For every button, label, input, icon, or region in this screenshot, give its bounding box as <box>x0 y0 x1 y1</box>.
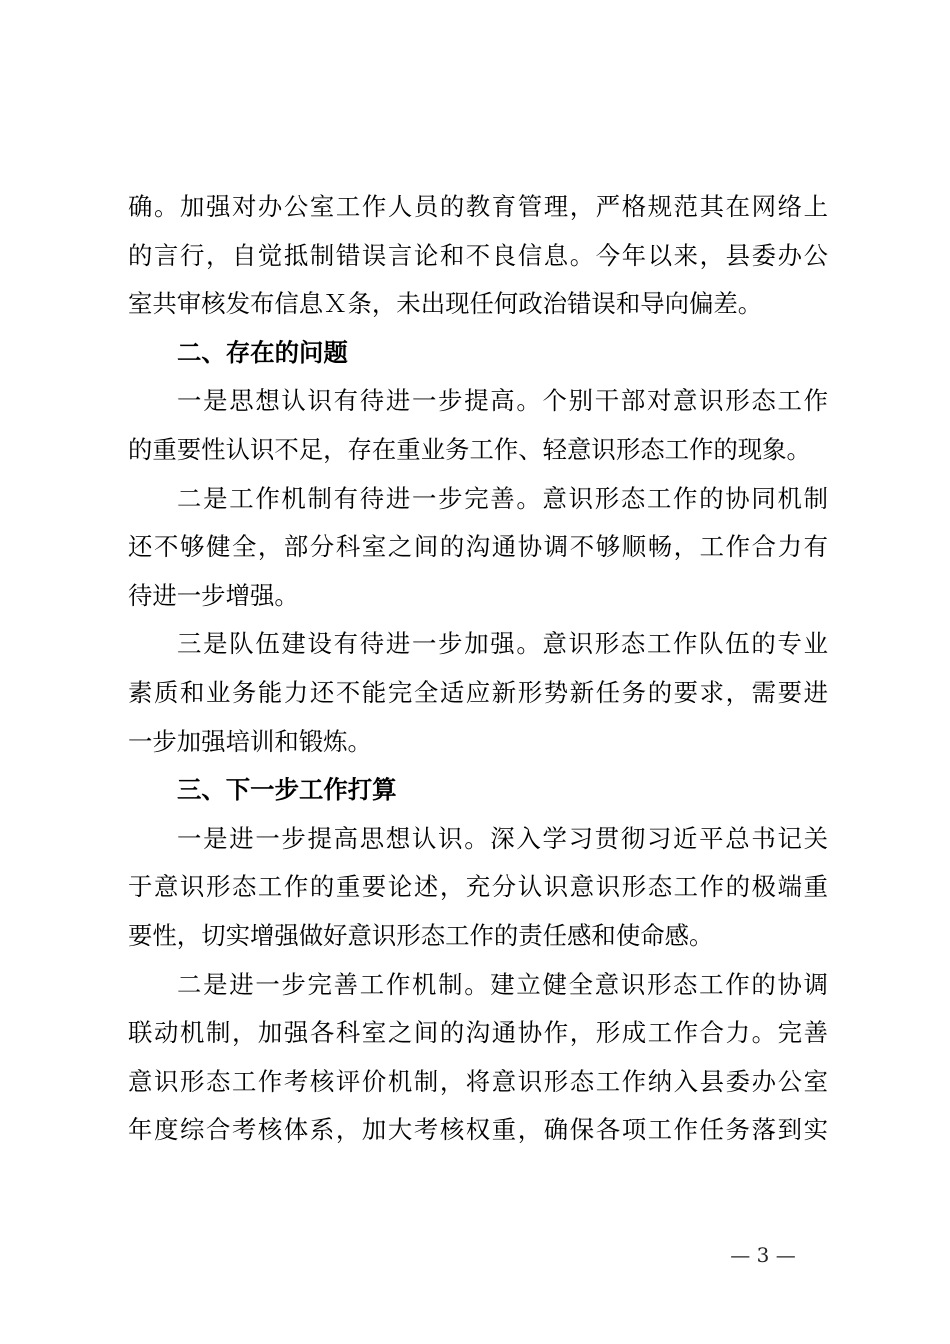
paragraph-line: 素质和业务能力还不能完全适应新形势新任务的要求，需要进 <box>128 677 828 707</box>
paragraph-line: 二是进一步完善工作机制。建立健全意识形态工作的协调 <box>177 969 828 999</box>
paragraph-line: 联动机制，加强各科室之间的沟通协作，形成工作合力。完善 <box>128 1018 828 1048</box>
paragraph-line: 要性，切实增强做好意识形态工作的责任感和使命感。 <box>128 920 714 950</box>
paragraph-line: 一步加强培训和锻炼。 <box>128 726 372 756</box>
paragraph-line: 室共审核发布信息Ｘ条，未出现任何政治错误和导向偏差。 <box>128 289 763 319</box>
paragraph-line: 还不够健全，部分科室之间的沟通协调不够顺畅，工作合力有 <box>128 532 828 562</box>
section-heading-problems: 二、存在的问题 <box>177 337 348 367</box>
paragraph-line: 确。加强对办公室工作人员的教育管理，严格规范其在网络上 <box>128 192 828 221</box>
section-heading-next-steps: 三、下一步工作打算 <box>177 775 397 805</box>
paragraph-line: 年度综合考核体系，加大考核权重，确保各项工作任务落到实 <box>128 1115 828 1145</box>
paragraph-line: 于意识形态工作的重要论述，充分认识意识形态工作的极端重 <box>128 872 828 902</box>
paragraph-line: 的言行，自觉抵制错误言论和不良信息。今年以来，县委办公 <box>128 240 828 270</box>
page-number: — 3 — <box>730 1243 796 1267</box>
paragraph-line: 待进一步增强。 <box>128 580 299 610</box>
paragraph-line: 的重要性认识不足，存在重业务工作、轻意识形态工作的现象。 <box>128 434 811 464</box>
paragraph-line: 二是工作机制有待进一步完善。意识形态工作的协同机制 <box>177 483 828 513</box>
paragraph-line: 三是队伍建设有待进一步加强。意识形态工作队伍的专业 <box>177 629 828 659</box>
paragraph-line: 一是进一步提高思想认识。深入学习贯彻习近平总书记关 <box>177 823 828 853</box>
paragraph-line: 一是思想认识有待进一步提高。个别干部对意识形态工作 <box>177 386 828 416</box>
paragraph-line: 意识形态工作考核评价机制，将意识形态工作纳入县委办公室 <box>128 1066 828 1096</box>
document-body <box>128 183 828 1155</box>
